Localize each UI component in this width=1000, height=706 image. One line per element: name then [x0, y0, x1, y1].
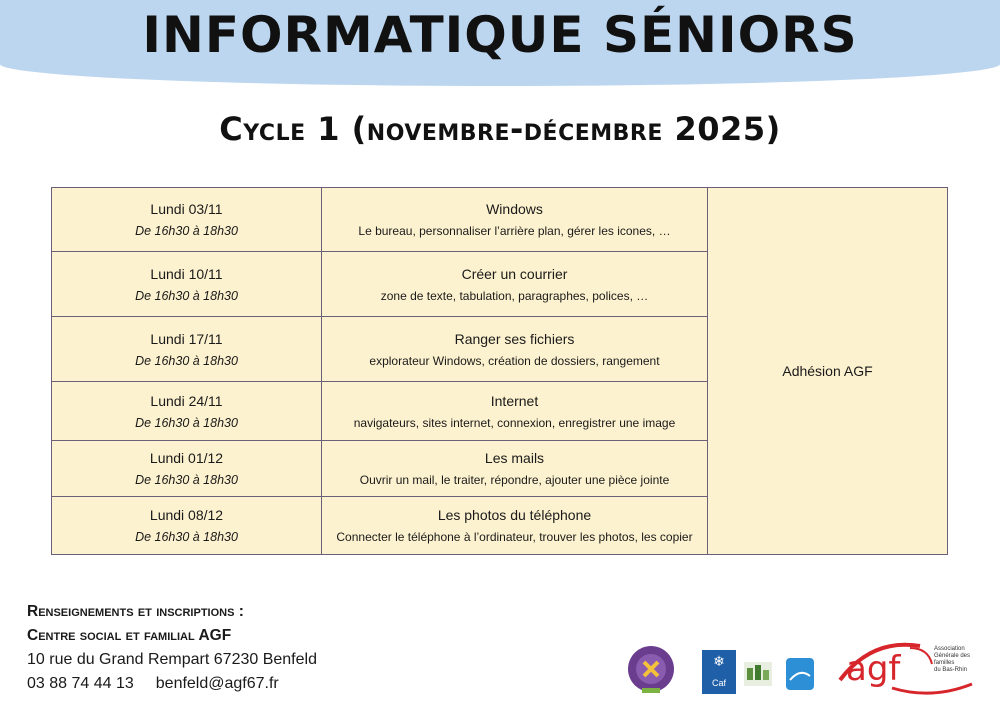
region-logo: [786, 658, 814, 690]
membership-cell: Adhésion AGF: [708, 188, 948, 555]
svg-text:Association Générale des: Association Générale des familles du Bas-Rhin: [934, 646, 971, 673]
session-time: De 16h30 à 18h30: [135, 288, 238, 303]
session-detail: zone de texte, tabulation, paragraphes, polices, …: [380, 288, 649, 303]
caf-logo: [702, 650, 736, 694]
topic-cell: [322, 441, 708, 497]
date-cell: [52, 188, 322, 252]
session-day: Lundi 10/11: [150, 265, 223, 282]
organization-name: Centre social et familial AGF: [27, 627, 232, 644]
session-time: De 16h30 à 18h30: [135, 353, 238, 368]
session-detail: Connecter le téléphone à l’ordinateur, trouver les photos, les copier: [336, 530, 693, 544]
session-time: De 16h30 à 18h30: [135, 473, 238, 487]
date-cell: [52, 382, 322, 441]
session-topic: Internet: [490, 392, 539, 409]
session-topic: Les photos du téléphone: [437, 507, 592, 523]
date-cell: [52, 252, 322, 317]
session-day: Lundi 08/12: [149, 507, 224, 523]
session-topic: Les mails: [484, 450, 545, 466]
session-detail: navigateurs, sites internet, connexion, enregistrer une image: [353, 415, 676, 430]
topic-cell: [322, 188, 708, 252]
schedule-table: [51, 187, 948, 555]
email-link[interactable]: benfeld@agf67.fr: [155, 675, 279, 692]
session-day: Lundi 03/11: [150, 201, 223, 217]
session-topic: Windows: [486, 201, 543, 217]
topic-cell: [322, 252, 708, 317]
session-day: Lundi 24/11: [150, 392, 223, 409]
session-time: De 16h30 à 18h30: [135, 224, 238, 238]
phone-number: 03 88 74 44 13: [27, 675, 134, 692]
svg-text:❄: ❄: [713, 654, 725, 670]
session-topic: Ranger ses fichiers: [454, 330, 575, 347]
session-day: Lundi 17/11: [150, 330, 223, 347]
partner-badge-logo: [626, 644, 676, 694]
address: 10 rue du Grand Rempart 67230 Benfeld: [27, 651, 317, 668]
contact-heading: Renseignements et inscriptions :: [27, 603, 244, 620]
topic-cell: [322, 497, 708, 555]
session-topic: Créer un courrier: [461, 265, 568, 282]
session-detail: explorateur Windows, création de dossiers, rangement: [369, 353, 660, 368]
agf-logo: [832, 640, 982, 700]
partner-logos: [0, 640, 1000, 700]
date-cell: [52, 317, 322, 382]
date-cell: [52, 497, 322, 555]
session-day: Lundi 01/12: [149, 450, 224, 466]
topic-cell: [322, 382, 708, 441]
caf-logo-text: Caf: [711, 678, 727, 688]
session-detail: Le bureau, personnaliser l’arrière plan, gérer les icones, …: [358, 224, 671, 238]
session-time: De 16h30 à 18h30: [135, 415, 238, 430]
table-row: [52, 188, 948, 252]
page-title: INFORMATIQUE SÉNIORS: [142, 6, 858, 64]
session-detail: Ouvrir un mail, le traiter, répondre, ajouter une pièce jointe: [359, 473, 670, 487]
date-cell: [52, 441, 322, 497]
page-subtitle: Cycle 1 (novembre-décembre 2025): [219, 110, 781, 148]
session-time: De 16h30 à 18h30: [135, 530, 238, 544]
topic-cell: [322, 317, 708, 382]
agf-logo-text: agf: [846, 649, 901, 689]
community-logo: [744, 662, 772, 686]
